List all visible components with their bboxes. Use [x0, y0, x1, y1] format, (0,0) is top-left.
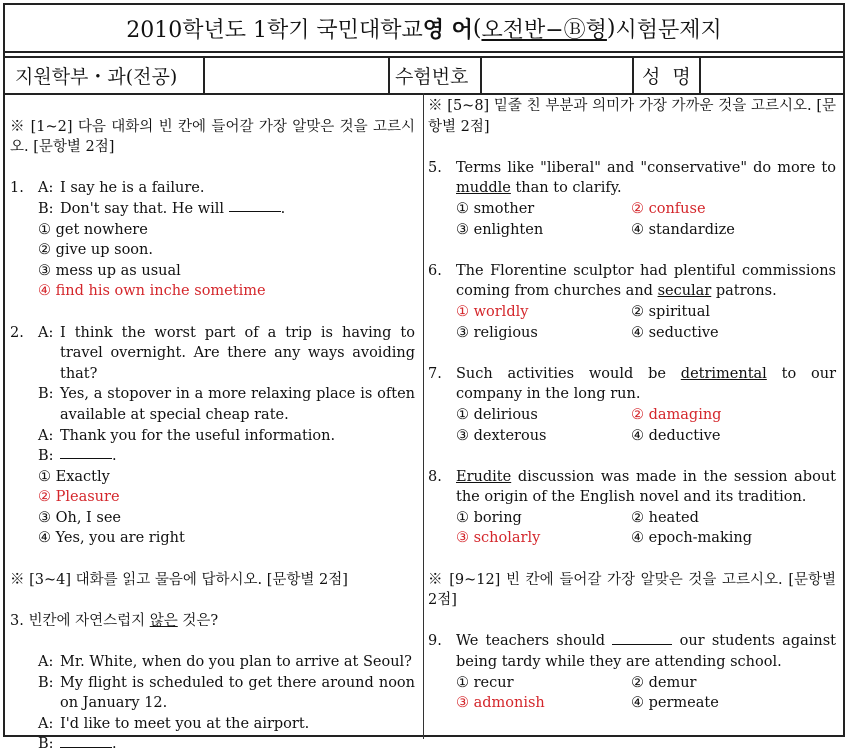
q1-number: 1.: [10, 180, 24, 197]
q2-speaker-a2: A:: [38, 427, 54, 444]
name-label: 성 명: [642, 66, 691, 88]
left-column: [10, 96, 415, 755]
question-7: [428, 364, 836, 446]
q2-option-1[interactable]: ① Exactly: [38, 468, 110, 485]
title-prefix: 2010학년도 1학기 국민대학교: [126, 17, 423, 43]
question-2: [10, 323, 415, 550]
q9-option-4[interactable]: ④ permeate: [631, 695, 719, 712]
q6-option-2[interactable]: ② spiritual: [631, 303, 710, 320]
q1-line-a: I say he is a failure.: [60, 180, 205, 197]
q7-option-1[interactable]: ① delirious: [456, 406, 538, 423]
question-5: [428, 158, 836, 240]
q5-post: than to clarify.: [510, 180, 622, 197]
question-1: [10, 178, 415, 302]
column-divider: [423, 93, 424, 739]
q6-pre: The Florentine sculptor had plentiful commissions coming from churches and: [456, 262, 836, 300]
q1-speaker-b: B:: [38, 200, 54, 217]
q1-blank[interactable]: [229, 199, 281, 212]
q7-underlined: detrimental: [680, 365, 767, 382]
q3-line-b1: My flight is scheduled to get there around noon on January 12.: [60, 674, 415, 712]
instruction-5-8: ※ [5~8] 밑줄 친 부분과 의미가 가장 가까운 것을 고르시오. [문항별 2점]: [428, 98, 836, 135]
q3-speaker-b2: B:: [38, 736, 54, 753]
q2-line-a2: Thank you for the useful information.: [60, 427, 336, 444]
q9-blank[interactable]: [612, 632, 672, 645]
q2-option-3[interactable]: ③ Oh, I see: [38, 509, 121, 526]
q9-option-2[interactable]: ② demur: [631, 674, 697, 691]
q8-option-3-answer[interactable]: ③ scholarly: [456, 530, 541, 547]
q3-b-end: .: [112, 736, 117, 753]
q3-blank[interactable]: [60, 735, 112, 748]
title-paren-close: ): [606, 15, 616, 41]
title-suffix: 시험문제지: [615, 17, 722, 43]
q3-stem-pre: 3. 빈칸에 자연스럽지: [10, 612, 150, 629]
q5-option-4[interactable]: ④ standardize: [631, 221, 735, 238]
q9-number: 9.: [428, 633, 442, 650]
q6-post: patrons.: [711, 283, 777, 300]
q7-option-4[interactable]: ④ deductive: [631, 427, 721, 444]
q5-option-2-answer[interactable]: ② confuse: [631, 200, 706, 217]
question-6: [428, 261, 836, 343]
q3-line-a1: Mr. White, when do you plan to arrive at Seoul?: [60, 654, 412, 671]
q2-b-end: .: [112, 448, 117, 465]
q3-speaker-b1: B:: [38, 674, 54, 691]
info-row: [5, 56, 843, 95]
instruction-3-4: ※ [3~4] 대화를 읽고 물음에 답하시오. [문항별 2점]: [10, 571, 348, 588]
instruction-1-2: ※ [1~2] 다음 대화의 빈 칸에 들어갈 가장 알맞은 것을 고르시오. [문항별 2점]: [10, 118, 415, 156]
q7-option-3[interactable]: ③ dexterous: [456, 427, 547, 444]
q2-number: 2.: [10, 324, 24, 341]
title-form: 오전반−Ⓑ형: [481, 17, 607, 43]
dept-field[interactable]: [205, 58, 388, 93]
q6-option-1-answer[interactable]: ① worldly: [456, 303, 529, 320]
q3-stem-post: 것은?: [177, 612, 219, 629]
q7-number: 7.: [428, 365, 442, 382]
q1-option-3[interactable]: ③ mess up as usual: [38, 262, 181, 279]
q9-pre: We teachers should: [456, 633, 606, 650]
q7-pre: Such activities would be: [456, 365, 681, 382]
q5-option-1[interactable]: ① smother: [456, 200, 535, 217]
q2-speaker-b1: B:: [38, 386, 54, 403]
q8-post: discussion was made in the session about the origin of the English novel and its tradition.: [456, 468, 836, 506]
q2-speaker-a1: A:: [38, 324, 54, 341]
q6-option-3[interactable]: ③ religious: [456, 324, 538, 341]
q8-underlined: Erudite: [456, 468, 512, 485]
q1-option-1[interactable]: ① get nowhere: [38, 221, 148, 238]
q3-line-a2: I'd like to meet you at the airport.: [60, 715, 310, 732]
q7-option-2-answer[interactable]: ② damaging: [631, 406, 722, 423]
q3-stem-underlined: 않은: [149, 612, 178, 629]
q2-line-b1: Yes, a stopover in a more relaxing place is often available at special cheap rate.: [60, 386, 415, 423]
q9-post: our students against being tardy while they are attending school.: [456, 633, 837, 671]
right-column: [428, 96, 836, 714]
q9-option-3-answer[interactable]: ③ admonish: [456, 695, 545, 712]
q3-speaker-a2: A:: [38, 715, 54, 732]
q2-speaker-b2: B:: [38, 448, 54, 465]
q1-speaker-a: A:: [38, 180, 54, 197]
name-field[interactable]: [701, 58, 841, 93]
q6-underlined: secular: [657, 283, 712, 300]
q1-option-4-answer[interactable]: ④ find his own inche sometime: [38, 283, 266, 300]
q6-number: 6.: [428, 262, 442, 279]
title-paren-open: (: [472, 15, 482, 41]
q5-number: 5.: [428, 159, 442, 176]
q2-blank[interactable]: [60, 446, 112, 459]
question-9: [428, 631, 836, 713]
q1-b-end: .: [280, 200, 286, 217]
q5-pre: Terms like "liberal" and "conservative" do more to: [456, 159, 836, 176]
q8-option-4[interactable]: ④ epoch-making: [631, 530, 752, 547]
q2-line-a1: I think the worst part of a trip is having to travel overnight. Are there any ways avoiding that?: [60, 324, 415, 382]
q7-post: to our company in the long run.: [456, 365, 836, 403]
q9-option-1[interactable]: ① recur: [456, 674, 514, 691]
q8-option-1[interactable]: ① boring: [456, 509, 522, 526]
exam-no-field[interactable]: [482, 58, 632, 93]
instruction-9-12: ※ [9~12] 빈 칸에 들어갈 가장 알맞은 것을 고르시오. [문항별 2점]: [428, 571, 836, 609]
q2-option-4[interactable]: ④ Yes, you are right: [38, 530, 185, 547]
question-8: [428, 467, 836, 549]
q3-speaker-a1: A:: [38, 654, 54, 671]
question-3: [10, 611, 415, 755]
exam-title: [5, 5, 843, 53]
q1-line-b: Don't say that. He will: [60, 200, 225, 217]
q1-option-2[interactable]: ② give up soon.: [38, 242, 153, 259]
q5-underlined: muddle: [456, 180, 511, 197]
q5-option-3[interactable]: ③ enlighten: [456, 221, 544, 238]
q6-option-4[interactable]: ④ seductive: [631, 324, 719, 341]
title-subject: 영 어: [422, 16, 473, 43]
dept-label: 지원학부・과(전공): [15, 66, 178, 88]
q2-option-2-answer[interactable]: ② Pleasure: [38, 489, 120, 506]
q8-option-2[interactable]: ② heated: [631, 509, 699, 526]
exam-no-label: 수험번호: [395, 66, 469, 88]
q8-number: 8.: [428, 468, 442, 485]
